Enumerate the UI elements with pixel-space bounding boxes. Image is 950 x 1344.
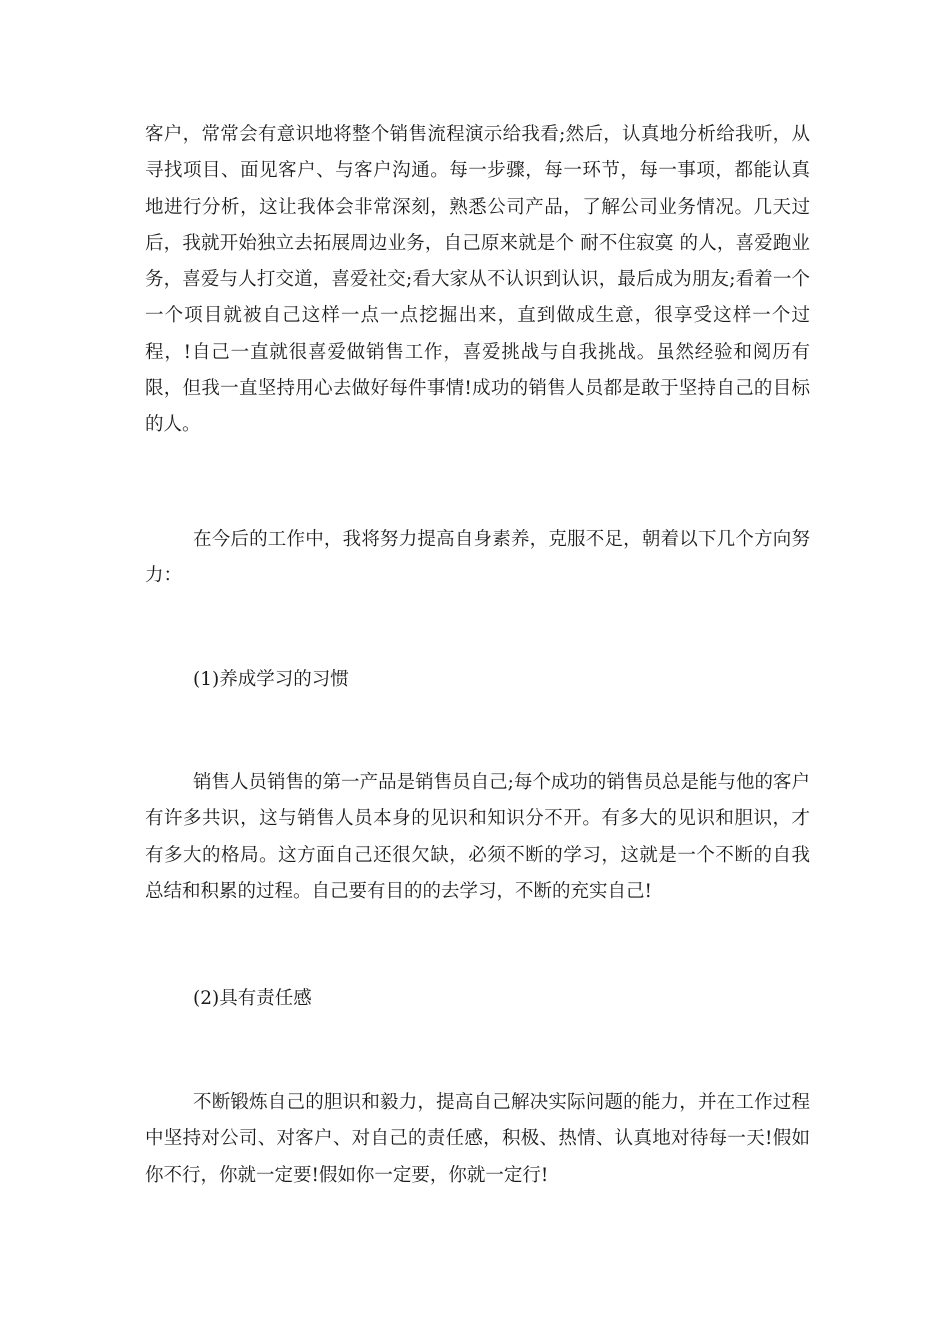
paragraph-responsibility: 不断锻炼自己的胆识和毅力，提高自己解决实际问题的能力，并在工作过程中坚持对公司、对客户、对自己的责任感，积极、热情、认真地对待每一天!假如你不行，你就一定要!假如你一定要，你就一定行! xyxy=(145,1092,810,1186)
paragraph-future-direction: 在今后的工作中，我将努力提高自身素养，克服不足，朝着以下几个方向努力： xyxy=(145,529,810,587)
paragraph-sales-experience: 客户，常常会有意识地将整个销售流程演示给我看;然后，认真地分析给我听，从寻找项目、面见客户、与客户沟通。每一步骤，每一环节，每一事项，都能认真地进行分析，这让我体会非常深刻，熟悉公司产品，了解公司业务情况。几天过后，我就开始独立去拓展周边业务，自己原来就是个 耐不住寂寞 的人，喜爱跑业务，喜爱与人打交道，喜爱社交;看大家从不认识到认识，最后成为朋友;看着一个一个项目就被自己这样一点一点挖掘出来，直到做成生意，很享受这样一个过程，!自己一直就很喜爱做销售工作，喜爱挑战与自我挑战。虽然经验和阅历有限，但我一直坚持用心去做好每件事情!成功的销售人员都是敢于坚持自己的目标的人。 xyxy=(145,124,811,436)
paragraph-learning-habit: 销售人员销售的第一产品是销售员自己;每个成功的销售员总是能与他的客户有许多共识，这与销售人员本身的见识和知识分不开。有多大的见识和胆识，才有多大的格局。这方面自己还很欠缺，必须不断的学习，这就是一个不断的自我总结和积累的过程。自己要有目的的去学习，不断的充实自己! xyxy=(145,772,810,902)
heading-responsibility: (2)具有责任感 xyxy=(193,988,312,1009)
heading-learning-habit: (1)养成学习的习惯 xyxy=(193,669,349,690)
